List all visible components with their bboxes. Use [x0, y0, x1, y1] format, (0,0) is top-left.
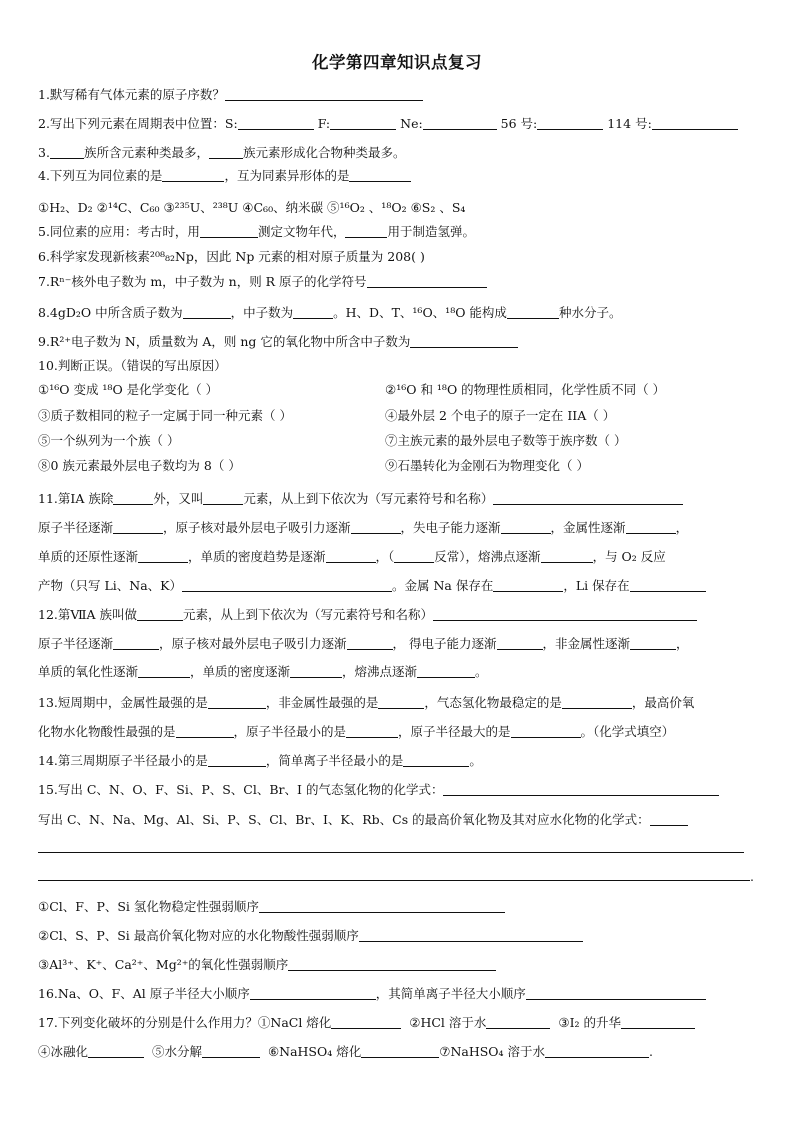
q15-sub-1-blank[interactable]	[259, 899, 505, 913]
q10-item-8-text: ⑧0 族元素最外层电子数均为 8（ ）	[38, 458, 241, 473]
q1-text: 1.默写稀有气体元素的原子序数？	[38, 87, 225, 102]
q11-blank-5[interactable]	[351, 520, 401, 534]
q11-blank-1[interactable]	[113, 491, 153, 505]
q12-blank-8[interactable]	[290, 664, 342, 678]
q12-blank-5[interactable]	[497, 636, 543, 650]
q12-text-2: 元素，从上到下依次为（写元素符号和名称）	[183, 607, 434, 622]
q10-item-3	[38, 407, 378, 425]
question-13-line-2	[38, 723, 758, 741]
q11-blank-10[interactable]	[394, 549, 434, 563]
q1-blank[interactable]	[225, 87, 423, 101]
q16-text-1: 16.Na、O、F、Al 原子半径大小顺序	[38, 986, 250, 1001]
q11-blank-12[interactable]	[182, 578, 392, 592]
q8-text-2: ，中子数为	[230, 305, 294, 320]
q11-text-10: ，（	[375, 549, 395, 564]
q11-blank-2[interactable]	[203, 491, 243, 505]
q3-blank-1[interactable]	[50, 145, 84, 159]
q5-text-2: 测定文物年代，	[257, 224, 346, 239]
q2-blank-f[interactable]	[330, 116, 396, 130]
question-10	[38, 357, 758, 375]
q11-text-14: 。金属 Na 保存在	[392, 578, 494, 593]
q17-blank-3[interactable]	[621, 1015, 695, 1029]
question-11-line-2	[38, 519, 758, 537]
q13-text-6: ，原子半径最小的是	[233, 724, 347, 739]
q17-text-1: 17.下列变化破坏的分别是什么作用力？①NaCl 熔化	[38, 1015, 332, 1030]
q13-text-8: 。（化学式填空）	[580, 724, 675, 739]
q9-text: 9.R²⁺电子数为 N，质量数为 A，则 ng 它的氧化物中所含中子数为	[38, 334, 411, 349]
q15-text-1: 15.写出 C、N、O、F、Si、P、S、Cl、Br、I 的气态氢化物的化学式：	[38, 782, 444, 797]
q11-comma: ，	[675, 520, 689, 535]
q15-sub-1	[38, 898, 758, 916]
question-5	[38, 223, 758, 241]
q3-text-1: 族所含元素种类最多，	[83, 145, 209, 160]
q13-text-3: ，气态氢化物最稳定的是	[424, 695, 562, 710]
q2-114-label: 114 号:	[607, 116, 652, 131]
q13-blank-4[interactable]	[176, 724, 234, 738]
question-12-line-1	[38, 606, 758, 624]
q11-text-11: 反常），熔沸点逐渐	[434, 549, 541, 564]
q11-blank-6[interactable]	[501, 520, 551, 534]
q10-item-7-text: ⑦主族元素的最外层电子数等于族序数（ ）	[385, 433, 627, 448]
q11-blank-7[interactable]	[626, 520, 676, 534]
q2-blank-114[interactable]	[652, 116, 738, 130]
q7-text: 7.Rⁿ⁻核外电子数为 m，中子数为 n，则 R 原子的化学符号	[38, 274, 367, 289]
q12-period: 。	[475, 664, 488, 679]
question-9	[38, 333, 758, 351]
q2-blank-ne[interactable]	[423, 116, 497, 130]
q12-text-9: ，熔沸点逐渐	[342, 664, 418, 679]
q5-blank-2[interactable]	[345, 224, 387, 238]
q15-period: .	[750, 869, 754, 884]
q12-blank-3[interactable]	[113, 636, 159, 650]
q5-text-1: 5.同位素的应用：考古时，用	[38, 224, 200, 239]
q14-blank-1[interactable]	[208, 753, 266, 767]
q4-options: ①H₂、D₂ ②¹⁴C、C₆₀ ③²³⁵U、²³⁸U ④C₆₀、纳米碳 ⑤¹⁶O₂ 、¹⁸O₂ ⑥S₂ 、S₄	[38, 200, 466, 215]
q13-blank-5[interactable]	[346, 724, 398, 738]
q13-blank-2[interactable]	[378, 695, 424, 709]
q11-text-1: 11.第ⅠA 族除	[38, 491, 114, 506]
q10-item-5	[38, 432, 378, 450]
q12-text-8: ，单质的密度逐渐	[190, 664, 291, 679]
q2-blank-s[interactable]	[238, 116, 314, 130]
q16-blank-2[interactable]	[526, 986, 706, 1000]
q12-blank-4[interactable]	[347, 636, 393, 650]
q7-blank[interactable]	[367, 274, 487, 288]
q12-text-1: 12.第ⅦA 族叫做	[38, 607, 138, 622]
q15-sub-2	[38, 927, 758, 945]
q15-sub-1-text: ①Cl、F、P、Si 氢化物稳定性强弱顺序	[38, 899, 259, 914]
q10-item-9	[385, 457, 765, 475]
q13-blank-1[interactable]	[208, 695, 266, 709]
q10-item-4-text: ④最外层 2 个电子的原子一定在 IIA（ ）	[385, 408, 616, 423]
q3-number: 3.	[38, 145, 50, 160]
question-4	[38, 167, 758, 185]
q2-text: 2.写出下列元素在周期表中位置：S:	[38, 116, 238, 131]
q15-text-2: 写出 C、N、Na、Mg、Al、Si、P、S、Cl、Br、I、K、Rb、Cs 的最高价氧化物及其对应水化物的化学式：	[38, 812, 650, 827]
question-11-line-1	[38, 490, 758, 508]
q11-text-6: ，失电子能力逐渐	[400, 520, 501, 535]
q11-text-5: ，原子核对最外层电子吸引力逐渐	[163, 520, 351, 535]
question-2	[38, 115, 758, 133]
q17-text-2: ②HCl 溶于水	[409, 1015, 487, 1030]
q17-text-6: ⑥NaHSO₄ 熔化	[267, 1044, 362, 1059]
q17-text-7: ⑦NaHSO₄ 溶于水	[439, 1044, 546, 1059]
q11-blank-8[interactable]	[138, 549, 188, 563]
q17-blank-7[interactable]	[545, 1044, 649, 1058]
q15-answer-line-1[interactable]	[38, 852, 744, 853]
q4-text-2: ，互为同素异形体的是	[224, 168, 350, 183]
q13-text-4: ，最高价氧	[631, 695, 695, 710]
q13-text-5: 化物水化物酸性最强的是	[38, 724, 176, 739]
q17-blank-2[interactable]	[486, 1015, 550, 1029]
q8-text-4: 种水分子。	[558, 305, 622, 320]
q15-sub-2-text: ②Cl、S、P、Si 最高价氧化物对应的水化物酸性强弱顺序	[38, 928, 359, 943]
q17-blank-6[interactable]	[361, 1044, 439, 1058]
q14-text-2: ，简单离子半径最小的是	[265, 753, 404, 768]
q14-blank-2[interactable]	[403, 753, 469, 767]
q14-text-1: 14.第三周期原子半径最小的是	[38, 753, 208, 768]
q10-item-5-text: ⑤一个纵列为一个族（ ）	[38, 433, 180, 448]
q8-blank-3[interactable]	[507, 305, 559, 319]
q11-blank-13[interactable]	[493, 578, 563, 592]
question-17-line-1	[38, 1014, 758, 1032]
q8-blank-2[interactable]	[293, 305, 333, 319]
q15-sub-3-blank[interactable]	[288, 957, 496, 971]
q16-blank-1[interactable]	[250, 986, 376, 1000]
q4-blank-2[interactable]	[349, 168, 411, 182]
q15-sub-3	[38, 956, 758, 974]
q12-blank-7[interactable]	[138, 664, 190, 678]
q16-text-2: ，其简单离子半径大小顺序	[375, 986, 526, 1001]
q3-text-2: 族元素形成化合物种类最多。	[242, 145, 406, 160]
q5-text-3: 用于制造氢弹。	[387, 224, 475, 239]
q9-blank[interactable]	[410, 334, 518, 348]
q12-text-3: 原子半径逐渐	[38, 636, 114, 651]
q12-blank-9[interactable]	[417, 664, 475, 678]
q12-text-6: ，非金属性逐渐	[542, 636, 631, 651]
q11-text-7: ，金属性逐渐	[550, 520, 626, 535]
question-14	[38, 752, 758, 770]
q13-blank-6[interactable]	[511, 724, 581, 738]
q17-blank-1[interactable]	[331, 1015, 401, 1029]
q11-text-3: 元素，从上到下依次为（写元素符号和名称）	[243, 491, 494, 506]
q10-item-9-text: ⑨石墨转化为金刚石为物理变化（ ）	[385, 458, 589, 473]
q15-sub-2-blank[interactable]	[359, 928, 583, 942]
q8-blank-1[interactable]	[183, 305, 231, 319]
q15-blank-2[interactable]	[650, 812, 688, 826]
question-13-line-1	[38, 694, 758, 712]
q10-item-3-text: ③质子数相同的粒子一定属于同一种元素（ ）	[38, 408, 292, 423]
q12-blank-2[interactable]	[433, 607, 697, 621]
q2-ne-label: Ne:	[400, 116, 423, 131]
question-17-line-2	[38, 1043, 758, 1061]
q10-item-1	[38, 381, 378, 399]
q17-text-5: ⑤水分解	[151, 1044, 202, 1059]
q17-period: .	[649, 1044, 654, 1059]
question-7	[38, 273, 758, 291]
question-11-line-3	[38, 548, 758, 566]
question-16	[38, 985, 758, 1003]
q5-blank-1[interactable]	[200, 224, 258, 238]
q2-blank-56[interactable]	[537, 116, 603, 130]
q12-text-4: ，原子核对最外层电子吸引力逐渐	[159, 636, 347, 651]
q13-text-2: ，非金属性最强的是	[265, 695, 379, 710]
q10-item-2-text: ②¹⁶O 和 ¹⁸O 的物理性质相同，化学性质不同（ ）	[385, 382, 666, 397]
q11-text-15: ，Li 保存在	[563, 578, 630, 593]
question-15-line-2	[38, 811, 758, 829]
q15-blank-1[interactable]	[443, 782, 719, 796]
question-1	[38, 86, 758, 104]
q2-f-label: F:	[317, 116, 331, 131]
q13-blank-3[interactable]	[562, 695, 632, 709]
q14-period: 。	[469, 753, 482, 768]
q10-item-8	[38, 457, 378, 475]
question-4-options	[38, 199, 758, 217]
q10-item-2	[385, 381, 765, 399]
q11-text-8: 单质的还原性逐渐	[38, 549, 139, 564]
question-6	[38, 248, 758, 266]
q12-text-5: ， 得电子能力逐渐	[392, 636, 497, 651]
q3-blank-2[interactable]	[209, 145, 243, 159]
q11-blank-14[interactable]	[630, 578, 706, 592]
q13-text-1: 13.短周期中，金属性最强的是	[38, 695, 208, 710]
q4-text-1: 4.下列互为同位素的是	[38, 168, 163, 183]
question-12-line-2	[38, 635, 758, 653]
q17-text-4: ④冰融化	[38, 1044, 89, 1059]
question-8	[38, 304, 758, 322]
q11-text-9: ，单质的密度趋势是逐渐	[188, 549, 326, 564]
q11-blank-9[interactable]	[326, 549, 376, 563]
q15-sub-3-text: ③Al³⁺、K⁺、Ca²⁺、Mg²⁺的氧化性强弱顺序	[38, 957, 289, 972]
q12-text-7: 单质的氧化性逐渐	[38, 664, 139, 679]
q11-text-12: ，与 O₂ 反应	[592, 549, 666, 564]
q17-blank-5[interactable]	[202, 1044, 260, 1058]
q8-text-3: 。H、D、T、¹⁶O、¹⁸O 能构成	[333, 305, 507, 320]
q10-item-7	[385, 432, 765, 450]
q15-answer-line-2[interactable]	[38, 880, 750, 881]
page-title: 化学第四章知识点复习	[312, 53, 482, 72]
q2-56-label: 56 号:	[500, 116, 538, 131]
q10-item-1-text: ①¹⁶O 变成 ¹⁸O 是化学变化（ ）	[38, 382, 219, 397]
q17-text-3: ③I₂ 的升华	[558, 1015, 622, 1030]
q15-end-mark	[750, 868, 770, 886]
question-3	[38, 144, 758, 162]
question-15-line-1	[38, 781, 758, 799]
q12-comma: ，	[676, 636, 689, 651]
q11-text-4: 原子半径逐渐	[38, 520, 114, 535]
q11-blank-11[interactable]	[541, 549, 593, 563]
q11-text-13: 产物（只写 Li、Na、K）	[38, 578, 183, 593]
q11-blank-4[interactable]	[113, 520, 163, 534]
q10-item-4	[385, 407, 765, 425]
q8-text-1: 8.4gD₂O 中所含质子数为	[38, 305, 183, 320]
question-12-line-3	[38, 663, 758, 681]
question-11-line-4	[38, 577, 758, 595]
q4-blank-1[interactable]	[162, 168, 224, 182]
q11-blank-3[interactable]	[493, 491, 683, 505]
q10-title: 10.判断正误。（错误的写出原因）	[38, 358, 227, 373]
q17-blank-4[interactable]	[88, 1044, 144, 1058]
q12-blank-6[interactable]	[630, 636, 676, 650]
q11-text-2: 外，又叫	[153, 491, 204, 506]
q12-blank-1[interactable]	[137, 607, 183, 621]
q13-text-7: ，原子半径最大的是	[398, 724, 511, 739]
q6-text: 6.科学家发现新核素²⁰⁸₈₂Np，因此 Np 元素的相对原子质量为 208( )	[38, 249, 425, 264]
